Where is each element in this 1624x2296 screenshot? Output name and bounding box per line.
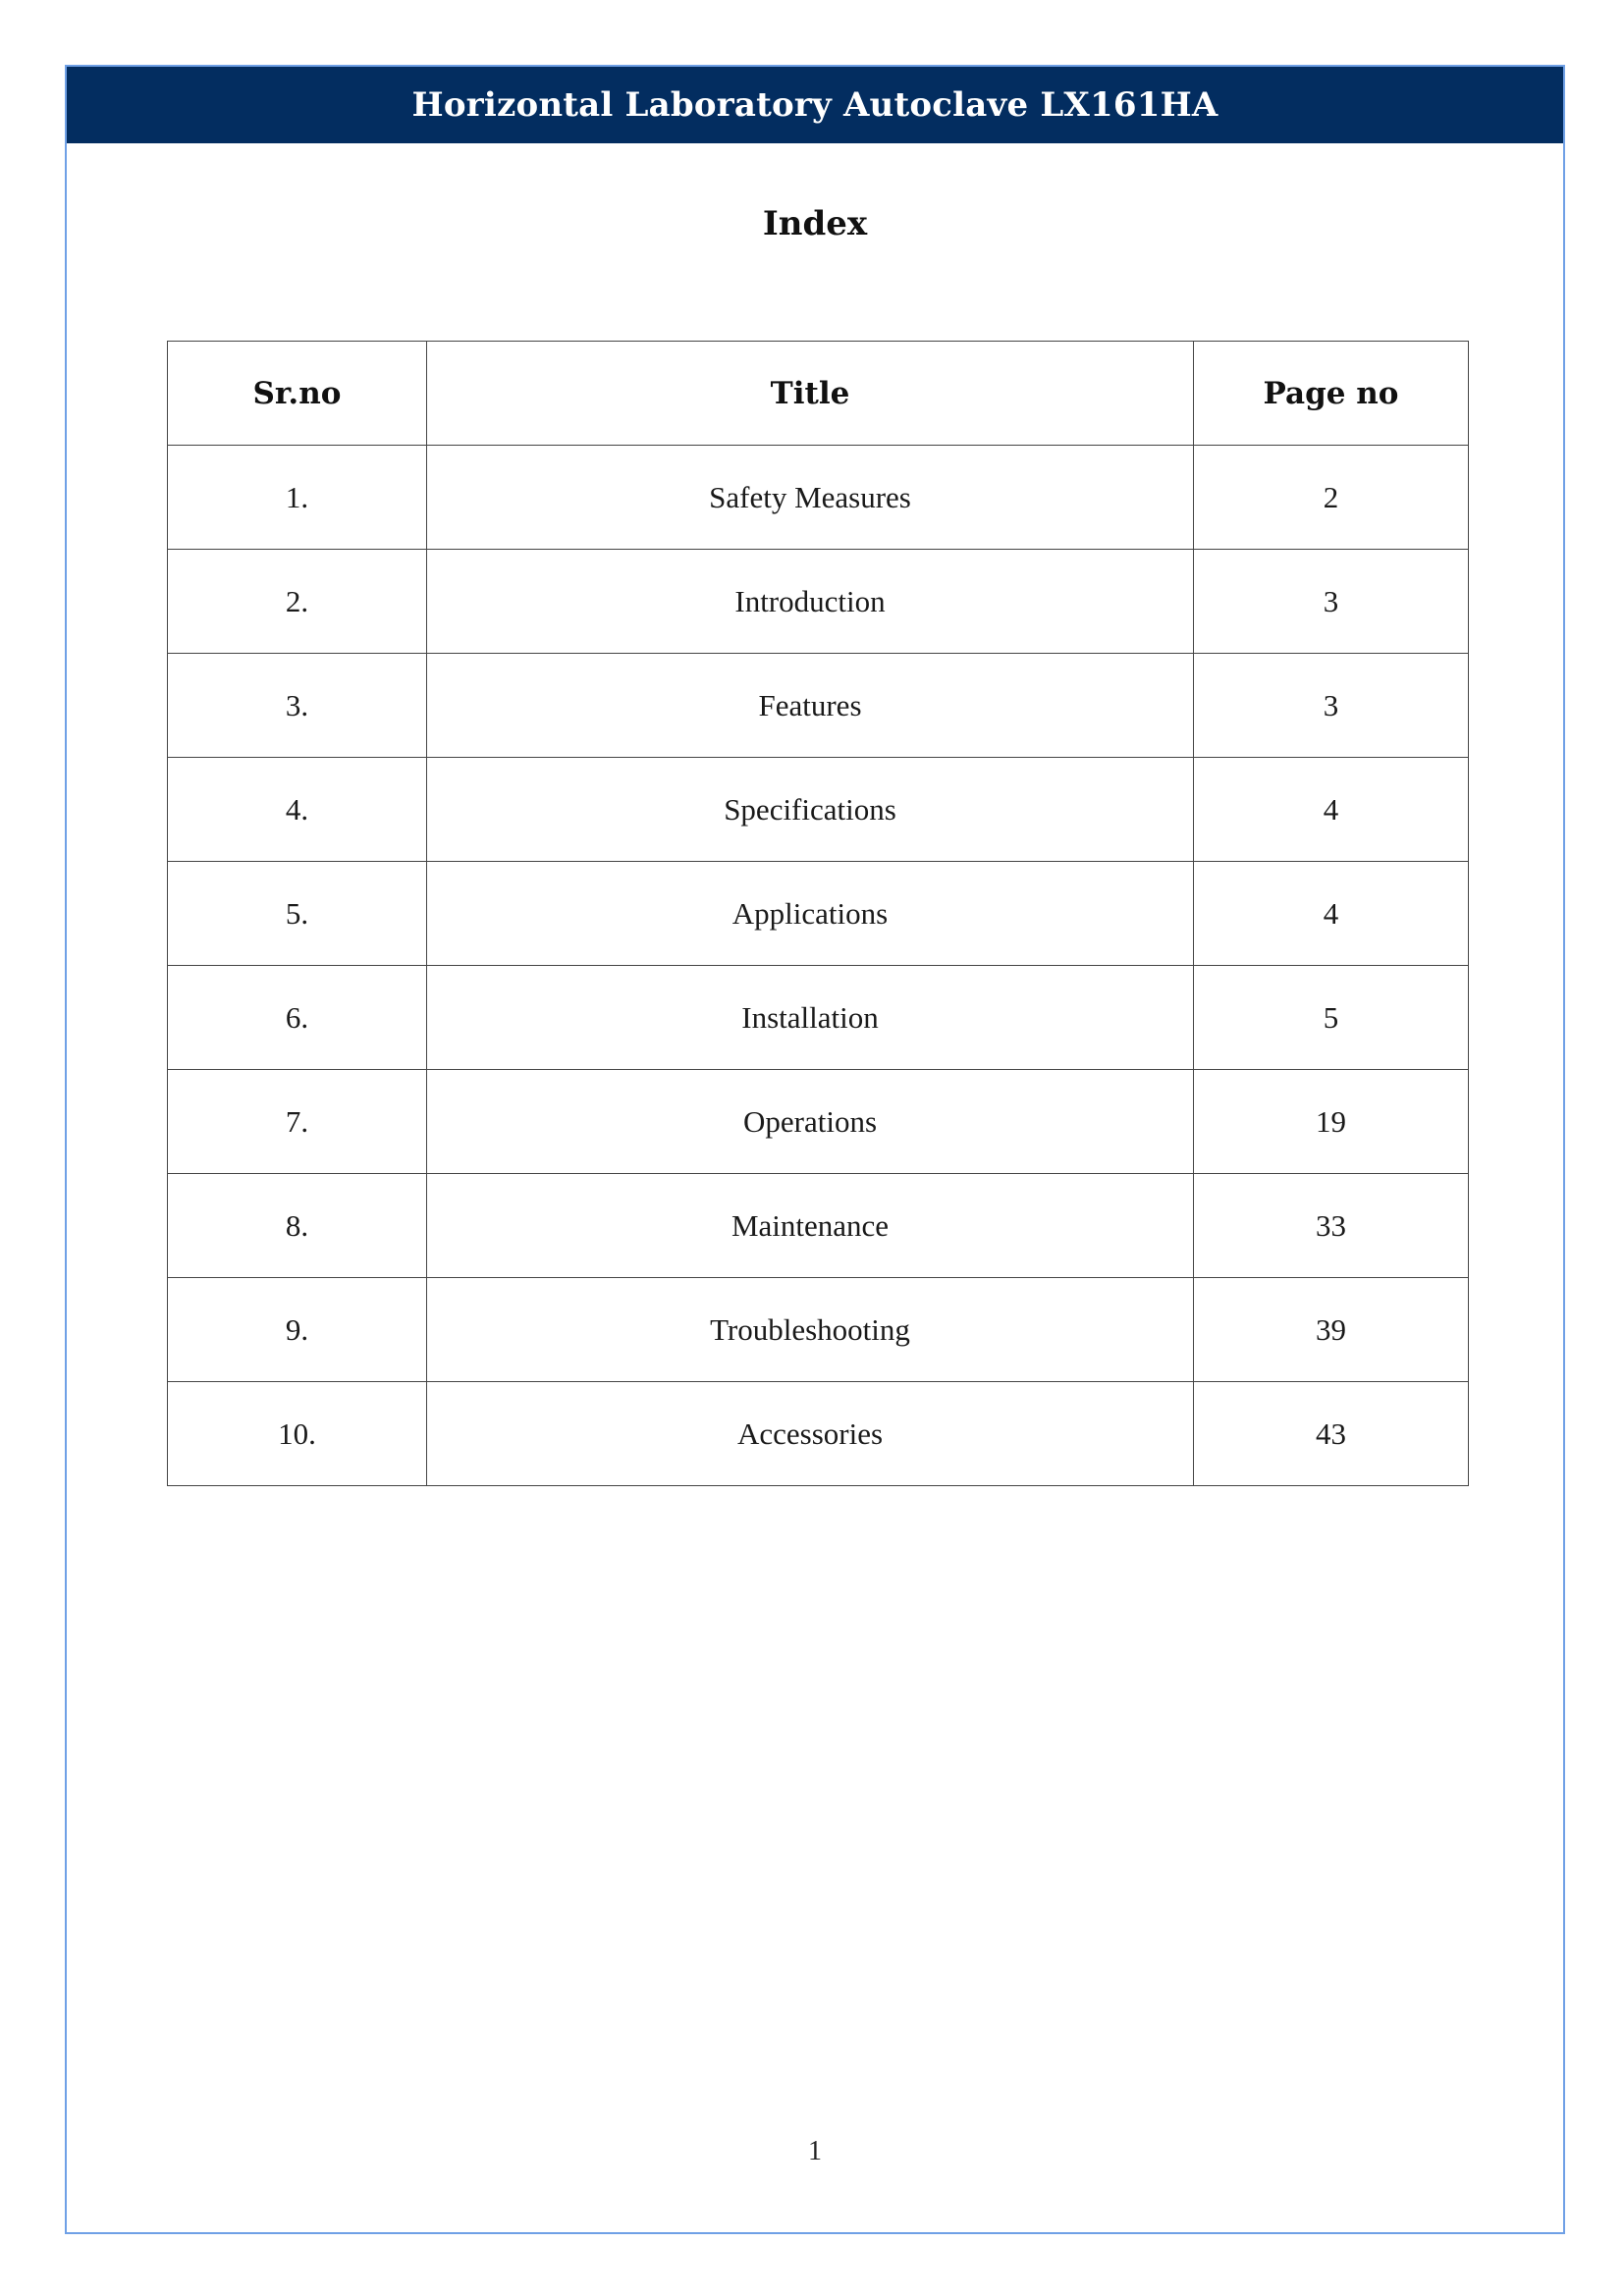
row-sr-no: 7. <box>168 1070 427 1174</box>
table-row <box>168 550 1469 654</box>
row-sr-no: 8. <box>168 1174 427 1278</box>
row-title: Maintenance <box>427 1174 1194 1278</box>
row-page-no: 39 <box>1194 1278 1469 1382</box>
row-page-no: 3 <box>1194 654 1469 758</box>
row-title: Operations <box>427 1070 1194 1174</box>
row-title: Accessories <box>427 1382 1194 1486</box>
table-row <box>168 654 1469 758</box>
row-title: Specifications <box>427 758 1194 862</box>
column-header-title: Title <box>427 342 1194 446</box>
row-sr-no: 5. <box>168 862 427 966</box>
row-page-no: 33 <box>1194 1174 1469 1278</box>
row-title: Troubleshooting <box>427 1278 1194 1382</box>
table-row <box>168 1070 1469 1174</box>
table-header-row <box>168 342 1469 446</box>
row-page-no: 5 <box>1194 966 1469 1070</box>
index-heading: Index <box>762 204 868 243</box>
row-page-no: 3 <box>1194 550 1469 654</box>
row-page-no: 43 <box>1194 1382 1469 1486</box>
row-page-no: 4 <box>1194 758 1469 862</box>
table-row <box>168 966 1469 1070</box>
row-title: Installation <box>427 966 1194 1070</box>
row-sr-no: 1. <box>168 446 427 550</box>
row-page-no: 2 <box>1194 446 1469 550</box>
table-row <box>168 1174 1469 1278</box>
row-title: Applications <box>427 862 1194 966</box>
column-header-sr-no: Sr.no <box>168 342 427 446</box>
row-sr-no: 6. <box>168 966 427 1070</box>
column-header-page-no: Page no <box>1194 342 1469 446</box>
row-sr-no: 2. <box>168 550 427 654</box>
row-page-no: 19 <box>1194 1070 1469 1174</box>
page-frame <box>65 65 1565 2234</box>
index-table <box>167 341 1469 1486</box>
table-row <box>168 1278 1469 1382</box>
table-row <box>168 446 1469 550</box>
row-sr-no: 4. <box>168 758 427 862</box>
row-sr-no: 3. <box>168 654 427 758</box>
page-number: 1 <box>808 2136 822 2166</box>
row-page-no: 4 <box>1194 862 1469 966</box>
document-header <box>67 67 1563 143</box>
table-row <box>168 1382 1469 1486</box>
table-row <box>168 758 1469 862</box>
table-row <box>168 862 1469 966</box>
row-sr-no: 10. <box>168 1382 427 1486</box>
row-title: Safety Measures <box>427 446 1194 550</box>
row-title: Introduction <box>427 550 1194 654</box>
row-title: Features <box>427 654 1194 758</box>
document-title: Horizontal Laboratory Autoclave LX161HA <box>411 85 1218 125</box>
row-sr-no: 9. <box>168 1278 427 1382</box>
